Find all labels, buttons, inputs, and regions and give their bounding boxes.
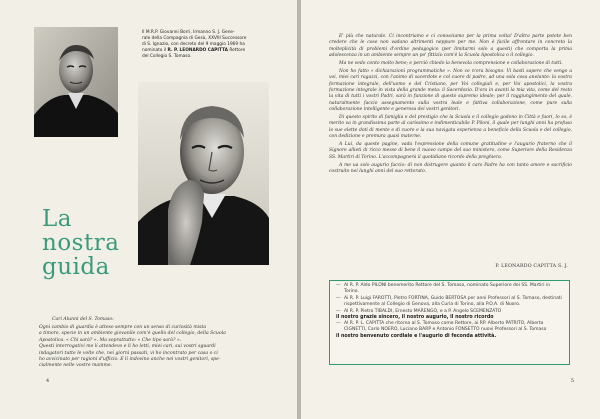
box-entry — [336, 309, 563, 315]
letter-body — [39, 325, 278, 370]
dash-bullet: — — [336, 295, 341, 301]
entry-text: Al R. P. Pietro TIBALDI, Ernesto MARENGO, e a P. Angelo SCEMENZATO — [344, 308, 502, 314]
caption-name: R. P. LEONARDO CAPITTA — [167, 48, 228, 54]
portrait-photo-small — [34, 27, 118, 137]
photo-caption — [142, 30, 280, 60]
body-line: cialmente nelle vostre mamme. — [39, 363, 113, 369]
portrait-photo-large — [138, 82, 269, 265]
right-page — [301, 0, 600, 419]
caption-text: Rettore — [229, 48, 246, 54]
page-number: 4 — [46, 378, 50, 384]
body-line: Ogni cambio di guardia è atteso sempre con un senso di curiosità mista — [39, 325, 207, 330]
body-line: Questi interrogativi me li attendevo e li ho letti, miei cari, sui vostri sguardi — [39, 344, 216, 350]
salutation: Cari Alunni del S. Tomaso: — [52, 317, 114, 322]
page-number: 5 — [570, 378, 574, 384]
caption-line: Il M.R.P. Giovanni Borri, Irmanno S. J. Gene- — [142, 30, 235, 35]
dash-bullet: — — [336, 321, 341, 327]
dash-bullet: — — [336, 308, 341, 314]
entry-text: Al R. P. L. CAPITTA che ritorna al S. Tomaso come Rettore, ai RP. Alberto PATRITO, Alberto CIGNETTI, Carlo NOERO, Luciano BARP e Antonio FONSETTO nuovi Professori al S. Tomaso — [344, 321, 547, 333]
paragraph: Ma ne vedo conto molto bene; e perciò chiedo la benevola comprensione e collaborazione di tutti. — [339, 60, 563, 66]
paragraph: E' più che naturale. Ci incontriamo e ci conosciamo per la prima volta! D'altra parte potete ben credere che le cose non vadano altrimenti neppure per me. Non è facile affrontare in concreto la molteplicità di problemi d'ordine pedagogico (per limitarmi solo a questi) che comporta la prima adolescenza in un ambiente sempre un po' fittizio com'è la Scuola Apostolica o il collegio. — [329, 34, 572, 59]
box-highlight: il nostro grazie sincero, il nostro augurio, il nostro ricordo — [336, 315, 494, 321]
caption-line: rale della Compagnia di Gesù, XXVIII Successore — [142, 36, 247, 42]
box-entry — [336, 283, 563, 295]
box-entry — [336, 321, 563, 333]
left-page — [0, 0, 297, 419]
box-entry — [336, 296, 563, 308]
entry-text: Al R. P. Aldo PILONI benemerito Rettore del S. Tomaso, nominato Superiore dei SS. Martiri in Torino. — [344, 283, 551, 295]
title-line: La — [42, 206, 72, 232]
title-line: guida — [42, 254, 110, 280]
body-line: indagatori tutte le volte che, nei giorni passati, vi ho incontrato per casa o ci — [39, 350, 218, 356]
paragraph: Di questo spirito di famiglia e del prestigio che la Scuola e il collegio godono in Città e fuori, lo so, è merito va in grandissima parte al carissimo e indimenticabile P. Piloni, il quale per lunghi anni ha profuso le sue elette doti di mente e di cuore e la sua navigata esperienza a beneficio della Scuola e del collegio, con dedizione e premura quasi materne. — [329, 114, 572, 139]
signature: P. LEONARDO CAPITTA S. J. — [495, 264, 568, 269]
body-line: a timore, specie in un ambiente giovanile com'è quello del collegio, della Scuola — [39, 331, 226, 337]
dash-bullet: — — [336, 283, 341, 288]
caption-text: nominato il — [142, 48, 167, 54]
entry-text: Ai R. P. Luigi FAROTTI, Pietro FORTINA, Guido BERTOSA per anni Professori al S. Tomaso, destinati rispettivamente al Collegio di Genova, alla Curia di Torino, alla P.O.A. di Nuoro. — [344, 295, 562, 307]
box-highlight: il nostro benvenuto cordiale e l'augurio di feconda attività. — [336, 334, 497, 340]
letter-continuation — [329, 34, 572, 177]
caption-line: del Collegio S. Tomaso. — [142, 54, 192, 60]
body-line: Apostolica. « Chi sarà? ». Ma soprattutto: « Che tipo sarà? ». — [39, 337, 182, 343]
paragraph: A me ua solo augurio faccio: di non distrugere quanto il caro Padre ha con tanto amore e sacrificio costruito nei lunghi anni del suo rettorato. — [329, 162, 572, 174]
announcement-box — [329, 280, 570, 365]
title-line: nostra — [42, 230, 120, 256]
body-line: ho avvicinato per ragioni d'ufficio. E li indovino anche nei vostri genitori, spe- — [39, 357, 221, 363]
paragraph: A Lui, da queste pagine, vada l'espressione della comune gratitudine e l'augurio fraterno che il Signore allieti di ricco messe di bene il nuovo campo del suo ministero, come Superiore della Residenza SS. Martiri di Torino. L'accompagnerà il quotidiano ricordo della preghiera. — [329, 141, 572, 160]
paragraph: Non ho fatto « dichiarazioni programmatiche ». Non ce n'era bisogno. Vi basti sapere che vengo a voi, miei cari ragazzi, con l'animo di sacerdote e col cuore di padre, ad una sola cosa anelante: la vostra formazione integrale, dell'uomo e del Cristiano, per Voi collegiali e, per Voi apostolici, la vostra formazione integrale in vista della grande meta: il Sacerdozio. D'ora in avanti la mia vita, come del resto la vita di tutti i vostri Padri, sarà in funzione di questo supremo ideale; per il raggiungimento del quale, naturalmente faccio assegnamento sulla vostra leale e fattiva collaborazione, come pure sulla collaborazione intelligente e generosa dei vostri genitori. — [329, 68, 572, 112]
page-title — [42, 207, 119, 279]
caption-line: di S. Ignazio, con decreto del 9 maggio 1969 ha — [142, 42, 245, 48]
